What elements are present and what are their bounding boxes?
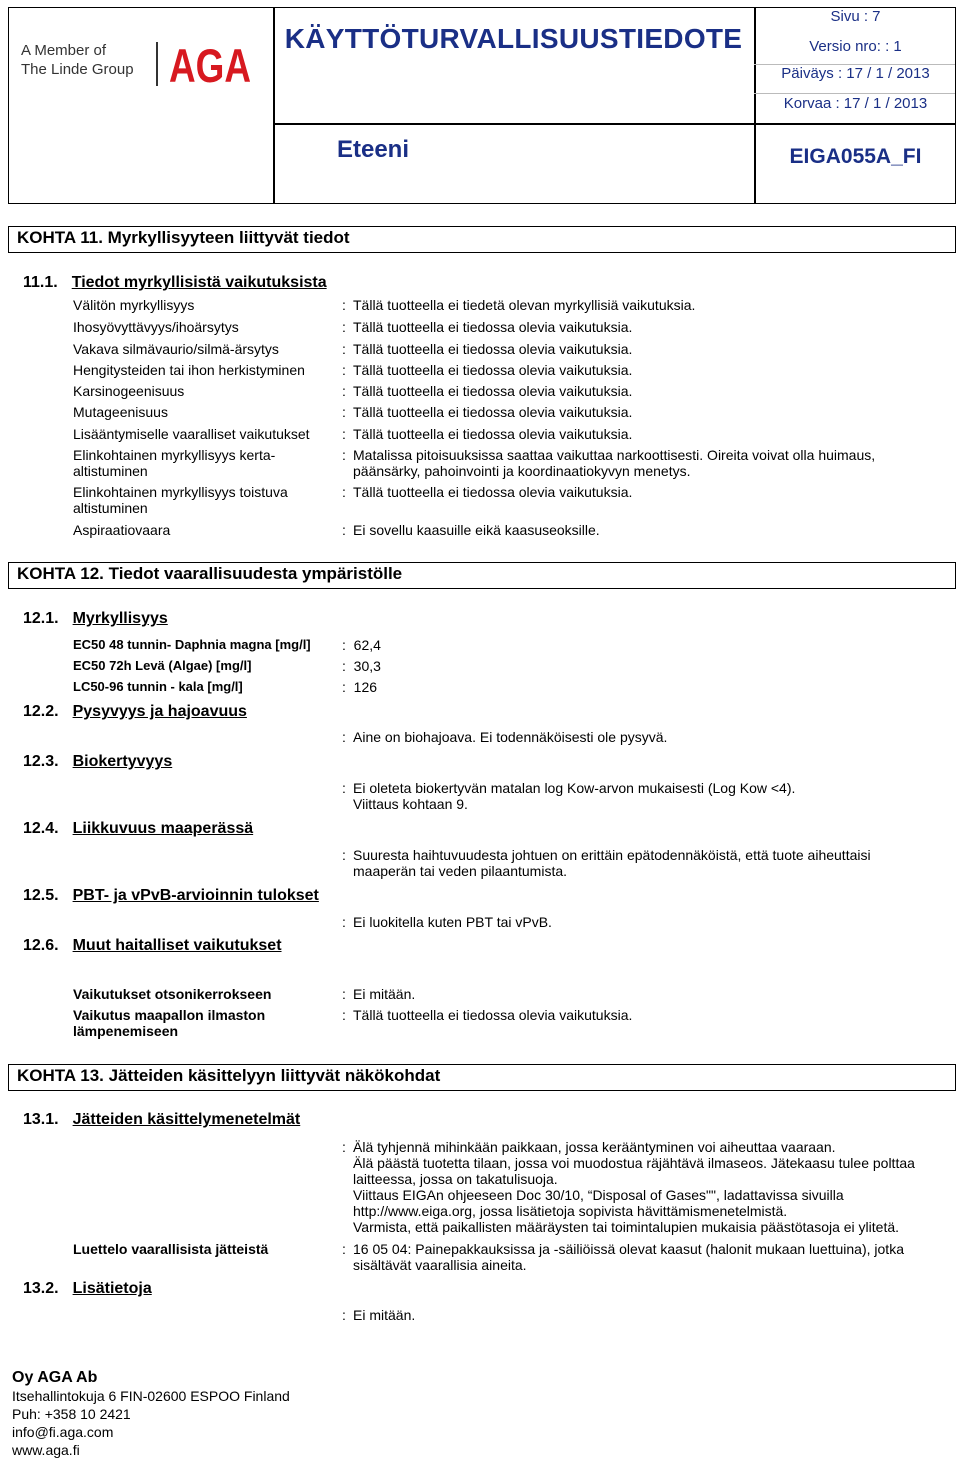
persistence-value: : Aine on biohajoava. Ei todennäköisesti ole pysyvä. xyxy=(342,729,668,745)
footer xyxy=(12,1368,290,1459)
tox-value: : Tällä tuotteella ei tiedossa olevia vaikutuksia. xyxy=(342,404,633,420)
document-header xyxy=(8,7,956,204)
document-code: EIGA055A_FI xyxy=(789,145,922,168)
company-website[interactable]: www.aga.fi xyxy=(12,1442,80,1458)
tox-value: : Ei sovellu kaasuille eikä kaasuseoksille. xyxy=(342,522,600,538)
aga-logo-text: AGA xyxy=(169,39,251,92)
tox-label: Välitön myrkyllisyys xyxy=(73,297,195,313)
company-phone: Puh: +358 10 2421 xyxy=(12,1406,131,1422)
subsection-12-1: 12.1. Myrkyllisyys xyxy=(23,610,168,627)
issue-date: Päiväys : 17 / 1 / 2013 xyxy=(781,65,930,82)
other-effect-label: Vaikutus maapallon ilmaston lämpenemiseen xyxy=(73,1007,266,1039)
ecotox-label: EC50 72h Levä (Algae) [mg/l] xyxy=(73,658,252,673)
tox-value: : Tällä tuotteella ei tiedossa olevia vaikutuksia. xyxy=(342,319,633,335)
subsection-12-6: 12.6. Muut haitalliset vaikutukset xyxy=(23,937,282,954)
replaces-date: Korvaa : 17 / 1 / 2013 xyxy=(783,95,928,112)
other-effect-label: Vaikutukset otsonikerrokseen xyxy=(73,986,272,1002)
tox-label: Vakava silmävaurio/silmä-ärsytys xyxy=(73,341,279,357)
document-title: KÄYTTÖTURVALLISUUSTIEDOTE xyxy=(284,23,743,54)
bioaccumulation-value: : Ei oleteta biokertyvän matalan log Kow-arvon mukaisesti (Log Kow <4). Viittaus kohtaan 9. xyxy=(342,780,796,812)
product-name: Eteeni xyxy=(336,136,410,163)
company-name: Oy AGA Ab xyxy=(12,1369,98,1386)
tox-label: Elinkohtainen myrkyllisyys toistuva altistuminen xyxy=(73,484,288,516)
section-13-heading: KOHTA 13. Jätteiden käsittelyyn liittyvät näkökohdat xyxy=(8,1064,956,1091)
mobility-value: : Suuresta haihtuvuudesta johtuen on erittäin epätodennäköistä, että tuote aiheuttaisi maaperän tai veden pilaantumista. xyxy=(342,847,871,879)
section-11-heading: KOHTA 11. Myrkyllisyyteen liittyvät tiedot xyxy=(8,226,956,253)
page-number: Sivu : 7 xyxy=(830,8,881,25)
company-email[interactable]: info@fi.aga.com xyxy=(12,1424,114,1440)
waste-list-label: Luettelo vaarallisista jätteistä xyxy=(73,1241,269,1257)
subsection-12-4: 12.4. Liikkuvuus maaperässä xyxy=(23,820,254,837)
aga-logo xyxy=(169,38,251,92)
subsection-12-2: 12.2. Pysyvyys ja hajoavuus xyxy=(23,703,247,720)
additional-info-value: : Ei mitään. xyxy=(342,1307,416,1323)
tox-value: : Tällä tuotteella ei tiedossa olevia vaikutuksia. xyxy=(342,341,633,357)
subsection-title: Tiedot myrkyllisistä vaikutuksista xyxy=(71,274,327,291)
tox-label: Mutageenisuus xyxy=(73,404,168,420)
section-12-heading: KOHTA 12. Tiedot vaarallisuudesta ympäristölle xyxy=(8,562,956,589)
ecotox-value: : 30,3 xyxy=(342,658,381,674)
header-divider xyxy=(273,123,955,125)
subsection-12-5: 12.5. PBT- ja vPvB-arvioinnin tulokset xyxy=(23,887,319,904)
linde-logo-text: A Member of The Linde Group xyxy=(21,42,134,78)
ecotox-value: : 126 xyxy=(342,679,378,695)
other-effect-value: : Ei mitään. xyxy=(342,986,416,1002)
ecotox-value: : 62,4 xyxy=(342,637,381,653)
tox-value: : Tällä tuotteella ei tiedossa olevia vaikutuksia. xyxy=(342,362,633,378)
tox-label: Lisääntymiselle vaaralliset vaikutukset xyxy=(73,426,310,442)
pbt-value: : Ei luokitella kuten PBT tai vPvB. xyxy=(342,914,552,930)
tox-label: Aspiraatiovaara xyxy=(73,522,171,538)
tox-value: : Tällä tuotteella ei tiedossa olevia vaikutuksia. xyxy=(342,484,633,500)
other-effect-value: : Tällä tuotteella ei tiedossa olevia vaikutuksia. xyxy=(342,1007,633,1023)
header-divider xyxy=(754,93,955,94)
ecotox-label: EC50 48 tunnin- Daphnia magna [mg/l] xyxy=(73,637,311,652)
company-address: Itsehallintokuja 6 FIN-02600 ESPOO Finland xyxy=(12,1388,290,1404)
subsection-12-3: 12.3. Biokertyvyys xyxy=(23,753,173,770)
subsection-11-1 xyxy=(23,274,327,292)
tox-value: : Tällä tuotteella ei tiedossa olevia vaikutuksia. xyxy=(342,383,633,399)
tox-label: Elinkohtainen myrkyllisyys kerta-altistuminen xyxy=(73,447,276,479)
tox-label: Karsinogeenisuus xyxy=(73,383,185,399)
subsection-13-2: 13.2. Lisätietoja xyxy=(23,1280,152,1297)
subsection-number: 11.1. xyxy=(23,274,58,291)
subsection-13-1: 13.1. Jätteiden käsittelymenetelmät xyxy=(23,1111,301,1128)
tox-label: Hengitysteiden tai ihon herkistyminen xyxy=(73,362,305,378)
waste-list-value: : 16 05 04: Painepakkauksissa ja -säiliöissä olevat kaasut (halonit mukaan luettuina), jotka sisältävät vaarallisia aineita. xyxy=(342,1241,904,1273)
disposal-methods-value: : Älä tyhjennä mihinkään paikkaan, jossa kerääntyminen voi aiheuttaa vaaraan. Älä päästä tuotetta tilaan, jossa voi muodostua räjähtävä ilmaseos. Jätekaasu tulee polttaa laitteessa, jossa on takatulisuoja. Viittaus EIGAn ohjeeseen Doc 30/10, “Disposal of Gases"", ladattavissa sivuilla http://www.eiga.org, jossa lisätietoja sopivista hävittämismenetelmistä. Varmista, että paikallisten määräysten tai toimintalupien mukaisia päästötasoja ei ylitetä. xyxy=(342,1139,915,1235)
logo-separator xyxy=(156,42,158,86)
tox-value: : Matalissa pitoisuuksissa saattaa vaikuttaa narkoottisesti. Oireita voivat olla huimaus, päänsärky, pahoinvointi ja koordinaatiokyvyn menetys. xyxy=(342,447,876,479)
ecotox-label: LC50-96 tunnin - kala [mg/l] xyxy=(73,679,243,694)
tox-value: : Tällä tuotteella ei tiedetä olevan myrkyllisiä vaikutuksia. xyxy=(342,297,696,313)
tox-value: : Tällä tuotteella ei tiedossa olevia vaikutuksia. xyxy=(342,426,633,442)
version-number: Versio nro: : 1 xyxy=(809,38,902,55)
tox-label: Ihosyövyttävyys/ihoärsytys xyxy=(73,319,239,335)
